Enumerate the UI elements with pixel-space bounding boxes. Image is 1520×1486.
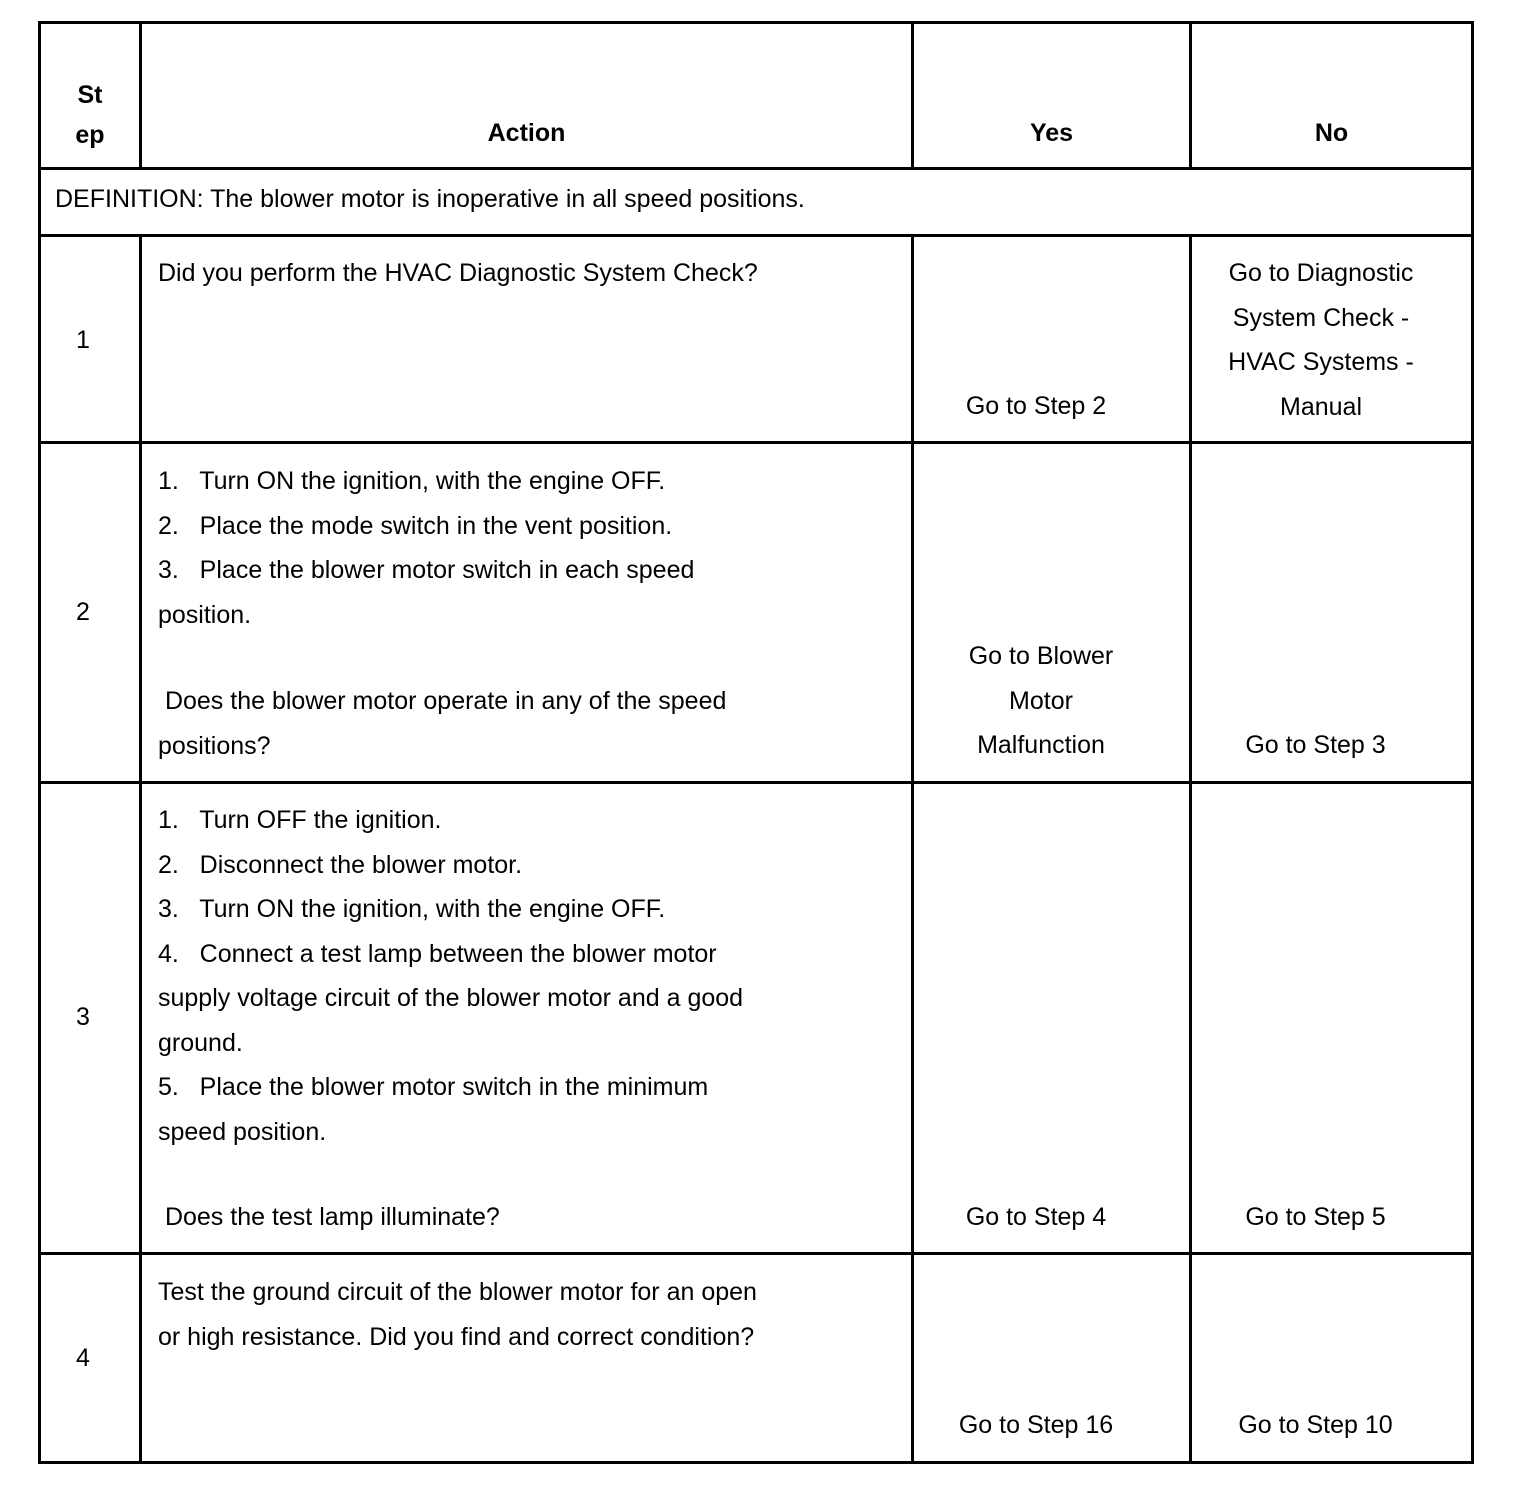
step-number: 2 bbox=[76, 598, 90, 626]
action-text: Did you perform the HVAC Diagnostic System Check? bbox=[158, 259, 758, 287]
rule-left bbox=[38, 21, 41, 1464]
rule-row3-bottom bbox=[38, 1252, 1474, 1255]
rule-row2-bottom bbox=[38, 781, 1474, 784]
step-number: 1 bbox=[76, 326, 90, 354]
definition-text: DEFINITION: The blower motor is inoperative in all speed positions. bbox=[55, 185, 805, 213]
step-number: 4 bbox=[76, 1344, 90, 1372]
rule-top bbox=[38, 21, 1474, 24]
action-text: 1. Turn OFF the ignition. 2. Disconnect the blower motor. 3. Turn ON the ignition, with the engine OFF. 4. Connect a test lamp between the blower motor supply voltage circuit of the blower motor and a good ground. 5. Place the blower motor switch in the minimum speed position. bbox=[158, 806, 744, 1146]
action-text: Test the ground circuit of the blower motor for an open or high resistance. Did you find and correct condition? bbox=[158, 1278, 757, 1351]
yes-result: Go to Step 4 bbox=[965, 1203, 1107, 1231]
header-no: No bbox=[1314, 119, 1349, 147]
no-result: Go to Step 5 bbox=[1245, 1203, 1386, 1231]
yes-result: Go to Step 16 bbox=[958, 1411, 1114, 1439]
no-result: Go to Diagnostic System Check - HVAC Systems - Manual bbox=[1228, 259, 1414, 421]
action-question: Does the blower motor operate in any of the speed positions? bbox=[158, 687, 727, 760]
rule-row1-bottom bbox=[38, 441, 1474, 444]
step-number: 3 bbox=[76, 1003, 90, 1031]
no-result: Go to Step 3 bbox=[1245, 731, 1386, 759]
header-yes: Yes bbox=[1029, 119, 1074, 147]
action-text: 1. Turn ON the ignition, with the engine OFF. 2. Place the mode switch in the vent position. 3. Place the blower motor switch in each speed position. bbox=[158, 467, 695, 629]
no-result: Go to Step 10 bbox=[1238, 1411, 1393, 1439]
yes-result: Go to Blower Motor Malfunction bbox=[968, 642, 1114, 759]
yes-result: Go to Step 2 bbox=[965, 392, 1107, 420]
rule-right bbox=[1471, 21, 1474, 1464]
header-action: Action bbox=[487, 119, 566, 147]
diagnostic-table bbox=[38, 21, 1474, 1464]
rule-header-bottom bbox=[38, 167, 1474, 170]
rule-definition-bottom bbox=[38, 234, 1474, 237]
header-step: St ep bbox=[75, 81, 105, 149]
rule-col-step bbox=[139, 234, 142, 1464]
rule-bottom bbox=[38, 1461, 1474, 1464]
action-question: Does the test lamp illuminate? bbox=[158, 1203, 500, 1231]
